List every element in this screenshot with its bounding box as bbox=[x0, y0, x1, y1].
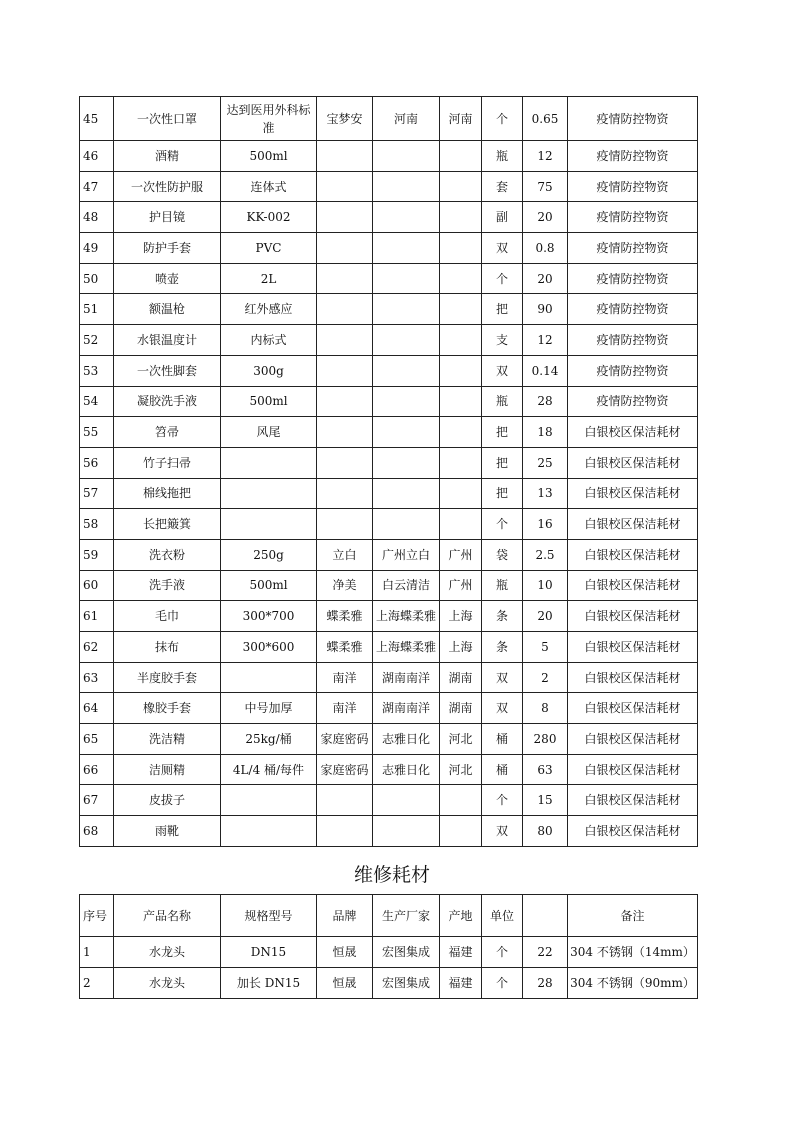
table-cell: 副 bbox=[482, 202, 523, 233]
table-cell bbox=[440, 386, 482, 417]
maintenance-table-body bbox=[80, 937, 698, 999]
consumables-table-body bbox=[80, 97, 698, 847]
table-cell: 护目镜 bbox=[114, 202, 221, 233]
table-cell: 福建 bbox=[440, 968, 482, 999]
table-cell: 疫情防控物资 bbox=[568, 263, 698, 294]
column-header: 产品名称 bbox=[114, 895, 221, 937]
table-cell bbox=[221, 662, 317, 693]
table-cell bbox=[373, 785, 440, 816]
table-cell bbox=[373, 141, 440, 172]
table-cell: 桶 bbox=[482, 754, 523, 785]
table-cell: 疫情防控物资 bbox=[568, 355, 698, 386]
section-title: 维修耗材 bbox=[353, 864, 430, 886]
table-cell: 疫情防控物资 bbox=[568, 294, 698, 325]
table-cell bbox=[221, 816, 317, 847]
table-cell: 300g bbox=[221, 355, 317, 386]
table-cell: 条 bbox=[482, 632, 523, 663]
table-cell: 疫情防控物资 bbox=[568, 97, 698, 141]
table-cell: 50 bbox=[80, 263, 114, 294]
table-cell: 62 bbox=[80, 632, 114, 663]
table-cell: 条 bbox=[482, 601, 523, 632]
table-cell: DN15 bbox=[221, 937, 317, 968]
table-cell: 2 bbox=[80, 968, 114, 999]
table-cell: 16 bbox=[523, 509, 568, 540]
table-cell: 46 bbox=[80, 141, 114, 172]
table-cell bbox=[373, 478, 440, 509]
table-cell: 个 bbox=[482, 97, 523, 141]
table-row bbox=[80, 724, 698, 755]
table-cell: 20 bbox=[523, 601, 568, 632]
table-row bbox=[80, 509, 698, 540]
table-cell: 疫情防控物资 bbox=[568, 233, 698, 264]
table-cell: 蝶柔雅 bbox=[317, 601, 373, 632]
table-cell: 一次性防护服 bbox=[114, 171, 221, 202]
table-cell bbox=[317, 509, 373, 540]
table-row bbox=[80, 263, 698, 294]
table-cell bbox=[317, 202, 373, 233]
table-cell: 304 不锈钢（90mm） bbox=[568, 968, 698, 999]
table-cell bbox=[440, 816, 482, 847]
table-row bbox=[80, 97, 698, 141]
table-row bbox=[80, 386, 698, 417]
table-cell: 袋 bbox=[482, 539, 523, 570]
table-cell: 75 bbox=[523, 171, 568, 202]
table-cell: 0.65 bbox=[523, 97, 568, 141]
table-cell: 把 bbox=[482, 417, 523, 448]
table-cell: 笤帚 bbox=[114, 417, 221, 448]
table-cell bbox=[317, 171, 373, 202]
table-cell: 广州 bbox=[440, 539, 482, 570]
table-cell: 双 bbox=[482, 816, 523, 847]
table-cell: 凝胶洗手液 bbox=[114, 386, 221, 417]
table-cell bbox=[373, 816, 440, 847]
table-cell bbox=[317, 386, 373, 417]
table-cell: 雨靴 bbox=[114, 816, 221, 847]
table-cell: 家庭密码 bbox=[317, 754, 373, 785]
table-cell: 0.8 bbox=[523, 233, 568, 264]
table-cell: 500ml bbox=[221, 570, 317, 601]
table-cell: PVC bbox=[221, 233, 317, 264]
table-row bbox=[80, 202, 698, 233]
table-cell bbox=[440, 263, 482, 294]
table-cell: 净美 bbox=[317, 570, 373, 601]
table-row bbox=[80, 447, 698, 478]
table-cell: 额温枪 bbox=[114, 294, 221, 325]
header-row bbox=[80, 895, 698, 937]
table-cell: 橡胶手套 bbox=[114, 693, 221, 724]
table-cell bbox=[221, 509, 317, 540]
table-cell: 2.5 bbox=[523, 539, 568, 570]
table-cell: 红外感应 bbox=[221, 294, 317, 325]
table-cell: 水银温度计 bbox=[114, 325, 221, 356]
table-row bbox=[80, 785, 698, 816]
table-cell: 白银校区保洁耗材 bbox=[568, 539, 698, 570]
table-cell bbox=[317, 355, 373, 386]
table-cell: 60 bbox=[80, 570, 114, 601]
table-row bbox=[80, 570, 698, 601]
column-header: 品牌 bbox=[317, 895, 373, 937]
table-cell: 白银校区保洁耗材 bbox=[568, 570, 698, 601]
table-cell: 个 bbox=[482, 785, 523, 816]
column-header: 生产厂家 bbox=[373, 895, 440, 937]
table-cell: 白银校区保洁耗材 bbox=[568, 478, 698, 509]
table-cell: 白银校区保洁耗材 bbox=[568, 785, 698, 816]
table-cell: 上海蝶柔雅 bbox=[373, 601, 440, 632]
table-cell: 0.14 bbox=[523, 355, 568, 386]
column-header: 备注 bbox=[568, 895, 698, 937]
table-cell: 45 bbox=[80, 97, 114, 141]
table-cell bbox=[317, 233, 373, 264]
column-header: 单位 bbox=[482, 895, 523, 937]
table-cell: 防护手套 bbox=[114, 233, 221, 264]
table-cell: 12 bbox=[523, 141, 568, 172]
table-cell: 25kg/桶 bbox=[221, 724, 317, 755]
table-cell bbox=[317, 417, 373, 448]
table-cell bbox=[317, 263, 373, 294]
table-cell: 52 bbox=[80, 325, 114, 356]
table-cell bbox=[317, 785, 373, 816]
table-cell bbox=[317, 141, 373, 172]
table-cell: 半度胶手套 bbox=[114, 662, 221, 693]
table-cell: 12 bbox=[523, 325, 568, 356]
table-cell: 55 bbox=[80, 417, 114, 448]
table-cell: 90 bbox=[523, 294, 568, 325]
table-cell: 双 bbox=[482, 662, 523, 693]
table-cell: 个 bbox=[482, 263, 523, 294]
table-cell: 500ml bbox=[221, 386, 317, 417]
table-cell: 300*700 bbox=[221, 601, 317, 632]
table-cell: 志雅日化 bbox=[373, 754, 440, 785]
table-cell: 63 bbox=[523, 754, 568, 785]
table-cell: 把 bbox=[482, 478, 523, 509]
table-cell bbox=[440, 355, 482, 386]
table-cell: 蝶柔雅 bbox=[317, 632, 373, 663]
table-cell: 上海蝶柔雅 bbox=[373, 632, 440, 663]
table-cell: 304 不锈钢（14mm） bbox=[568, 937, 698, 968]
table-cell: 河北 bbox=[440, 754, 482, 785]
table-cell: 河南 bbox=[373, 97, 440, 141]
table-cell: 双 bbox=[482, 693, 523, 724]
table-cell: 47 bbox=[80, 171, 114, 202]
table-cell: 20 bbox=[523, 202, 568, 233]
table-cell bbox=[373, 509, 440, 540]
table-cell: 白银校区保洁耗材 bbox=[568, 632, 698, 663]
table-cell: 湖南南洋 bbox=[373, 693, 440, 724]
table-cell bbox=[221, 478, 317, 509]
table-cell: 68 bbox=[80, 816, 114, 847]
table-cell: 志雅日化 bbox=[373, 724, 440, 755]
table-cell: 白银校区保洁耗材 bbox=[568, 816, 698, 847]
table-cell: 湖南 bbox=[440, 693, 482, 724]
table-cell: 连体式 bbox=[221, 171, 317, 202]
table-cell: 水龙头 bbox=[114, 968, 221, 999]
table-cell: 白银校区保洁耗材 bbox=[568, 601, 698, 632]
table-cell: 洗衣粉 bbox=[114, 539, 221, 570]
table-cell: 疫情防控物资 bbox=[568, 171, 698, 202]
table-row bbox=[80, 816, 698, 847]
table-cell: 2 bbox=[523, 662, 568, 693]
table-cell: 南洋 bbox=[317, 662, 373, 693]
table-row bbox=[80, 693, 698, 724]
table-cell: 280 bbox=[523, 724, 568, 755]
table-row bbox=[80, 754, 698, 785]
table-row bbox=[80, 417, 698, 448]
table-cell: 广州 bbox=[440, 570, 482, 601]
table-cell: 白银校区保洁耗材 bbox=[568, 447, 698, 478]
table-cell: 把 bbox=[482, 447, 523, 478]
table-cell: 300*600 bbox=[221, 632, 317, 663]
table-cell: 49 bbox=[80, 233, 114, 264]
table-cell: 毛巾 bbox=[114, 601, 221, 632]
table-cell: 51 bbox=[80, 294, 114, 325]
table-cell: 个 bbox=[482, 937, 523, 968]
table-cell: 28 bbox=[523, 968, 568, 999]
table-cell: 白银校区保洁耗材 bbox=[568, 662, 698, 693]
table-cell: 63 bbox=[80, 662, 114, 693]
table-cell bbox=[440, 478, 482, 509]
table-cell bbox=[317, 447, 373, 478]
table-cell bbox=[373, 417, 440, 448]
table-cell: 把 bbox=[482, 294, 523, 325]
table-cell: 56 bbox=[80, 447, 114, 478]
table-cell bbox=[373, 202, 440, 233]
table-cell: 20 bbox=[523, 263, 568, 294]
table-cell: 61 bbox=[80, 601, 114, 632]
table-cell: 皮拔子 bbox=[114, 785, 221, 816]
table-cell bbox=[440, 447, 482, 478]
table-row bbox=[80, 294, 698, 325]
table-cell: 28 bbox=[523, 386, 568, 417]
table-row bbox=[80, 632, 698, 663]
table-cell bbox=[317, 478, 373, 509]
table-cell: 宝梦安 bbox=[317, 97, 373, 141]
table-cell: 河北 bbox=[440, 724, 482, 755]
table-cell: 2L bbox=[221, 263, 317, 294]
table-cell: 5 bbox=[523, 632, 568, 663]
table-cell: 河南 bbox=[440, 97, 482, 141]
table-cell: 桶 bbox=[482, 724, 523, 755]
table-row bbox=[80, 662, 698, 693]
table-cell: 抹布 bbox=[114, 632, 221, 663]
table-cell: 疫情防控物资 bbox=[568, 386, 698, 417]
table-cell: 个 bbox=[482, 509, 523, 540]
table-cell: 双 bbox=[482, 355, 523, 386]
table-row bbox=[80, 968, 698, 999]
column-header: 序号 bbox=[80, 895, 114, 937]
table-row bbox=[80, 171, 698, 202]
table-cell bbox=[317, 294, 373, 325]
table-cell: 500ml bbox=[221, 141, 317, 172]
table-cell: 59 bbox=[80, 539, 114, 570]
table-cell: 棉线拖把 bbox=[114, 478, 221, 509]
maintenance-table bbox=[79, 894, 698, 999]
table-cell: 南洋 bbox=[317, 693, 373, 724]
table-cell: 疫情防控物资 bbox=[568, 325, 698, 356]
table-cell: 中号加厚 bbox=[221, 693, 317, 724]
table-cell: 宏图集成 bbox=[373, 968, 440, 999]
table-cell bbox=[317, 816, 373, 847]
table-cell bbox=[440, 202, 482, 233]
table-cell: 白银校区保洁耗材 bbox=[568, 417, 698, 448]
table-cell bbox=[440, 417, 482, 448]
table-row bbox=[80, 355, 698, 386]
table-cell: 25 bbox=[523, 447, 568, 478]
table-cell: 个 bbox=[482, 968, 523, 999]
table-cell: 53 bbox=[80, 355, 114, 386]
table-cell bbox=[373, 447, 440, 478]
table-cell bbox=[440, 325, 482, 356]
table-cell: 风尾 bbox=[221, 417, 317, 448]
table-cell bbox=[373, 355, 440, 386]
table-cell: 宏图集成 bbox=[373, 937, 440, 968]
table-row bbox=[80, 539, 698, 570]
table-cell: 250g bbox=[221, 539, 317, 570]
table-cell bbox=[221, 447, 317, 478]
maintenance-table-header bbox=[80, 895, 698, 937]
table-cell: 支 bbox=[482, 325, 523, 356]
table-cell: 疫情防控物资 bbox=[568, 202, 698, 233]
table-cell: 22 bbox=[523, 937, 568, 968]
table-row bbox=[80, 601, 698, 632]
table-cell: 白银校区保洁耗材 bbox=[568, 724, 698, 755]
table-cell bbox=[373, 294, 440, 325]
table-cell bbox=[373, 171, 440, 202]
column-header bbox=[523, 895, 568, 937]
table-cell: 白云清洁 bbox=[373, 570, 440, 601]
table-row bbox=[80, 141, 698, 172]
table-cell bbox=[440, 171, 482, 202]
table-cell: 家庭密码 bbox=[317, 724, 373, 755]
table-cell: 套 bbox=[482, 171, 523, 202]
table-cell bbox=[440, 141, 482, 172]
table-cell: 白银校区保洁耗材 bbox=[568, 754, 698, 785]
table-cell bbox=[373, 263, 440, 294]
table-cell: 洗洁精 bbox=[114, 724, 221, 755]
table-cell: 一次性口罩 bbox=[114, 97, 221, 141]
table-cell: 4L/4 桶/每件 bbox=[221, 754, 317, 785]
table-cell bbox=[317, 325, 373, 356]
table-cell: 瓶 bbox=[482, 386, 523, 417]
table-cell bbox=[373, 325, 440, 356]
table-cell: 48 bbox=[80, 202, 114, 233]
table-cell: 加长 DN15 bbox=[221, 968, 317, 999]
table-cell: 18 bbox=[523, 417, 568, 448]
table-cell bbox=[373, 233, 440, 264]
table-cell: 10 bbox=[523, 570, 568, 601]
table-cell: 立白 bbox=[317, 539, 373, 570]
table-cell: 66 bbox=[80, 754, 114, 785]
table-row bbox=[80, 478, 698, 509]
table-cell bbox=[373, 386, 440, 417]
table-cell: 65 bbox=[80, 724, 114, 755]
table-cell: 恒晟 bbox=[317, 968, 373, 999]
table-cell: 13 bbox=[523, 478, 568, 509]
table-cell: 瓶 bbox=[482, 141, 523, 172]
table-cell: 白银校区保洁耗材 bbox=[568, 693, 698, 724]
table-cell: 1 bbox=[80, 937, 114, 968]
table-cell: 上海 bbox=[440, 601, 482, 632]
table-cell bbox=[440, 785, 482, 816]
table-cell: 15 bbox=[523, 785, 568, 816]
table-cell bbox=[440, 233, 482, 264]
table-cell: 湖南 bbox=[440, 662, 482, 693]
column-header: 规格型号 bbox=[221, 895, 317, 937]
table-cell bbox=[440, 294, 482, 325]
table-cell: 瓶 bbox=[482, 570, 523, 601]
table-cell: 80 bbox=[523, 816, 568, 847]
table-cell: 64 bbox=[80, 693, 114, 724]
table-row bbox=[80, 325, 698, 356]
table-cell: 一次性脚套 bbox=[114, 355, 221, 386]
table-cell bbox=[440, 509, 482, 540]
table-cell: 酒精 bbox=[114, 141, 221, 172]
table-cell: 恒晟 bbox=[317, 937, 373, 968]
table-cell: 上海 bbox=[440, 632, 482, 663]
consumables-table bbox=[79, 96, 698, 847]
table-cell: 8 bbox=[523, 693, 568, 724]
table-row bbox=[80, 937, 698, 968]
table-cell: 疫情防控物资 bbox=[568, 141, 698, 172]
table-cell bbox=[221, 785, 317, 816]
table-cell: 54 bbox=[80, 386, 114, 417]
table-cell: 福建 bbox=[440, 937, 482, 968]
column-header: 产地 bbox=[440, 895, 482, 937]
table-cell: 竹子扫帚 bbox=[114, 447, 221, 478]
table-cell: 内标式 bbox=[221, 325, 317, 356]
table-cell: 57 bbox=[80, 478, 114, 509]
table-cell: 达到医用外科标准 bbox=[221, 97, 317, 141]
table-cell: 湖南南洋 bbox=[373, 662, 440, 693]
table-cell: 白银校区保洁耗材 bbox=[568, 509, 698, 540]
table-cell: 长把簸箕 bbox=[114, 509, 221, 540]
table-cell: 洗手液 bbox=[114, 570, 221, 601]
table-cell: 67 bbox=[80, 785, 114, 816]
table-cell: 广州立白 bbox=[373, 539, 440, 570]
table-cell: 喷壶 bbox=[114, 263, 221, 294]
table-cell: 双 bbox=[482, 233, 523, 264]
table-cell: KK-002 bbox=[221, 202, 317, 233]
table-row bbox=[80, 233, 698, 264]
table-cell: 58 bbox=[80, 509, 114, 540]
table-cell: 洁厕精 bbox=[114, 754, 221, 785]
table-cell: 水龙头 bbox=[114, 937, 221, 968]
